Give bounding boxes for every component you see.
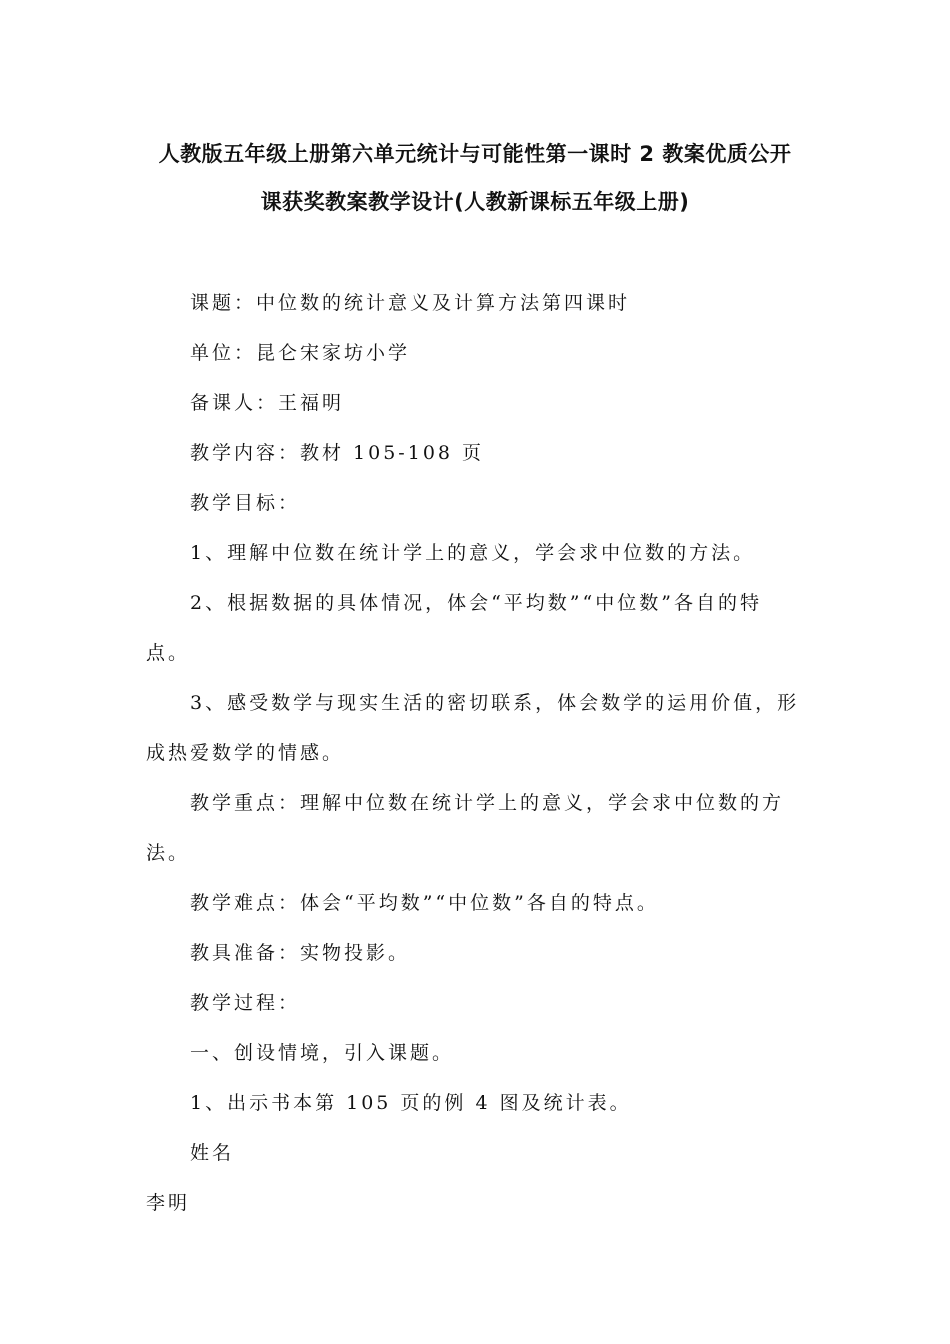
goal-2-line-2: 点。 bbox=[146, 642, 191, 664]
table-header-name: 姓名 bbox=[190, 1142, 235, 1164]
document-title-line-2: 课获奖教案教学设计(人教新课标五年级上册) bbox=[260, 190, 690, 214]
goal-2-line-1: 2、根据数据的具体情况，体会“平均数”“中位数”各自的特 bbox=[190, 592, 762, 614]
goals-heading: 教学目标： bbox=[190, 492, 301, 514]
step-1-heading: 一、创设情境，引入课题。 bbox=[190, 1042, 455, 1064]
key-point-line-1: 教学重点：理解中位数在统计学上的意义，学会求中位数的方 bbox=[190, 792, 785, 814]
teaching-content: 教学内容：教材 105-108 页 bbox=[190, 442, 485, 464]
key-point-line-2: 法。 bbox=[146, 842, 191, 864]
process-heading: 教学过程： bbox=[190, 992, 301, 1014]
goal-3-line-2: 成热爱数学的情感。 bbox=[146, 742, 345, 764]
table-cell-name: 李明 bbox=[146, 1192, 191, 1214]
goal-3-line-1: 3、感受数学与现实生活的密切联系，体会数学的运用价值，形 bbox=[190, 692, 800, 714]
goal-1: 1、理解中位数在统计学上的意义，学会求中位数的方法。 bbox=[190, 542, 756, 564]
lesson-preparer: 备课人：王福明 bbox=[190, 392, 345, 414]
document-title-line-1: 人教版五年级上册第六单元统计与可能性第一课时 2 教案优质公开 bbox=[158, 142, 792, 166]
difficulty-point: 教学难点：体会“平均数”“中位数”各自的特点。 bbox=[190, 892, 659, 914]
lesson-topic: 课题：中位数的统计意义及计算方法第四课时 bbox=[190, 292, 631, 314]
school-unit: 单位：昆仑宋家坊小学 bbox=[190, 342, 411, 364]
step-1-item-1: 1、出示书本第 105 页的例 4 图及统计表。 bbox=[190, 1092, 632, 1114]
teaching-tools: 教具准备：实物投影。 bbox=[190, 942, 411, 964]
